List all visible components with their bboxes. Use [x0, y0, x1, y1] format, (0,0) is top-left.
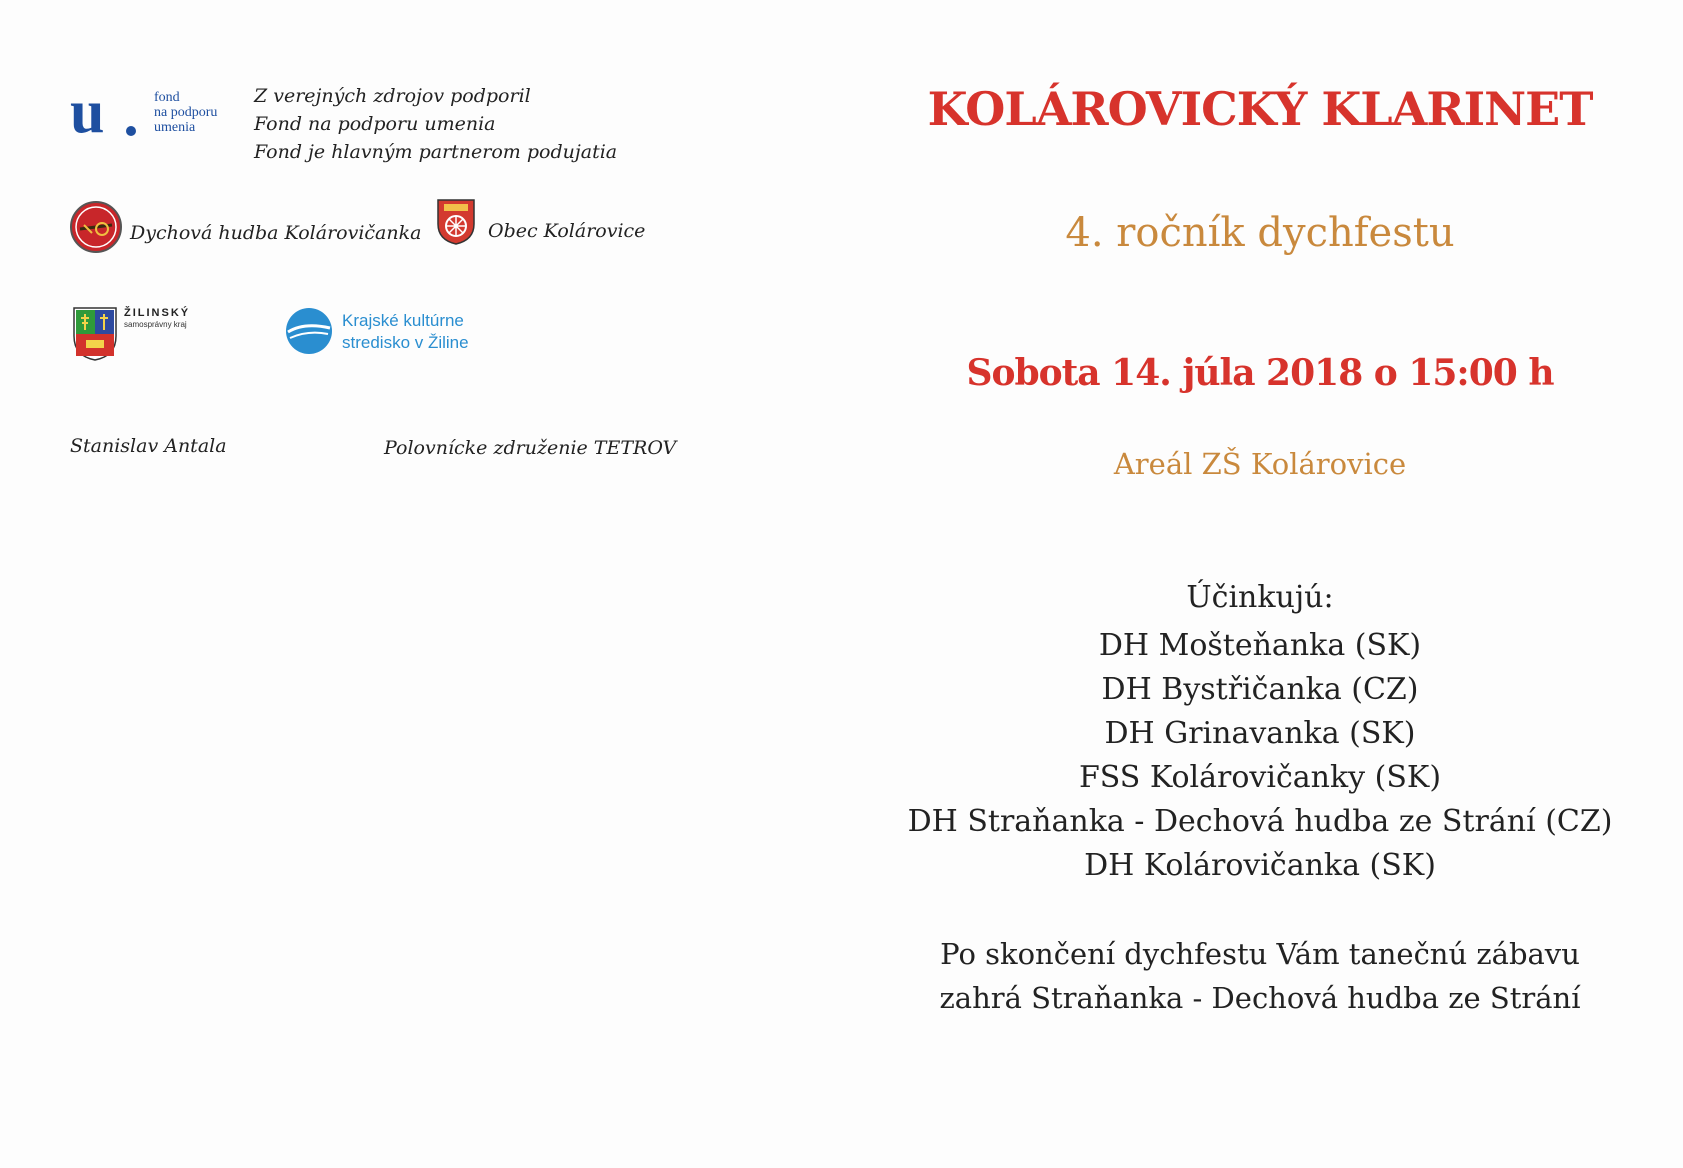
list-item: DH Straňanka - Dechová hudba ze Strání (CZ): [907, 804, 1613, 839]
list-item: DH Grinavanka (SK): [1104, 716, 1416, 751]
closing-note: Po skončení dychfestu Vám tanečnú zábavu zahrá Straňanka - Dechová hudba ze Strání: [939, 937, 1581, 1015]
obec-coat-of-arms-icon: [436, 198, 476, 246]
performers-heading: Účinkujú:: [1186, 580, 1334, 615]
zsk-coat-of-arms-icon: [72, 306, 118, 362]
fpu-line-2: Fond na podporu umenia: [254, 113, 496, 135]
zsk-subtitle: samosprávny kraj: [124, 320, 187, 329]
pz-tetrov-label: Polovnícke združenie TETROV: [384, 437, 677, 459]
event-title: KOLÁROVICKÝ KLARINET: [927, 82, 1593, 136]
event-panel: [860, 0, 1660, 1168]
fpu-logo-text: fond na podporu umenia: [154, 90, 218, 135]
list-item: DH Mošteňanka (SK): [1098, 628, 1422, 663]
list-item: FSS Kolárovičanky (SK): [1078, 760, 1442, 795]
kks-logo-icon: [284, 306, 334, 356]
kks-text: Krajské kultúrne stredisko v Žiline: [342, 311, 469, 352]
event-subtitle: 4. ročník dychfestu: [1065, 210, 1455, 256]
obec-label: Obec Kolárovice: [488, 220, 646, 242]
antala-label: Stanislav Antala: [70, 435, 227, 457]
event-venue: Areál ZŠ Kolárovice: [1113, 447, 1407, 481]
fpu-logo-dot: [126, 126, 136, 136]
zsk-title: ŽILINSKÝ: [124, 307, 191, 319]
fpu-logo-letter: u: [70, 78, 105, 146]
list-item: DH Bystřičanka (CZ): [1101, 672, 1419, 707]
fpu-line-1: Z verejných zdrojov podporil: [254, 85, 531, 107]
event-date: Sobota 14. júla 2018 o 15:00 h: [966, 352, 1554, 394]
sponsors-panel: [0, 0, 820, 1168]
dh-emblem-icon: [70, 201, 122, 253]
fpu-logo: [70, 78, 240, 152]
dh-label: Dychová hudba Kolárovičanka: [130, 222, 422, 244]
list-item: DH Kolárovičanka (SK): [1084, 848, 1436, 883]
fpu-support-text: [254, 82, 617, 166]
fpu-line-3: Fond je hlavným partnerom podujatia: [254, 141, 618, 163]
performers-list: [860, 624, 1660, 888]
